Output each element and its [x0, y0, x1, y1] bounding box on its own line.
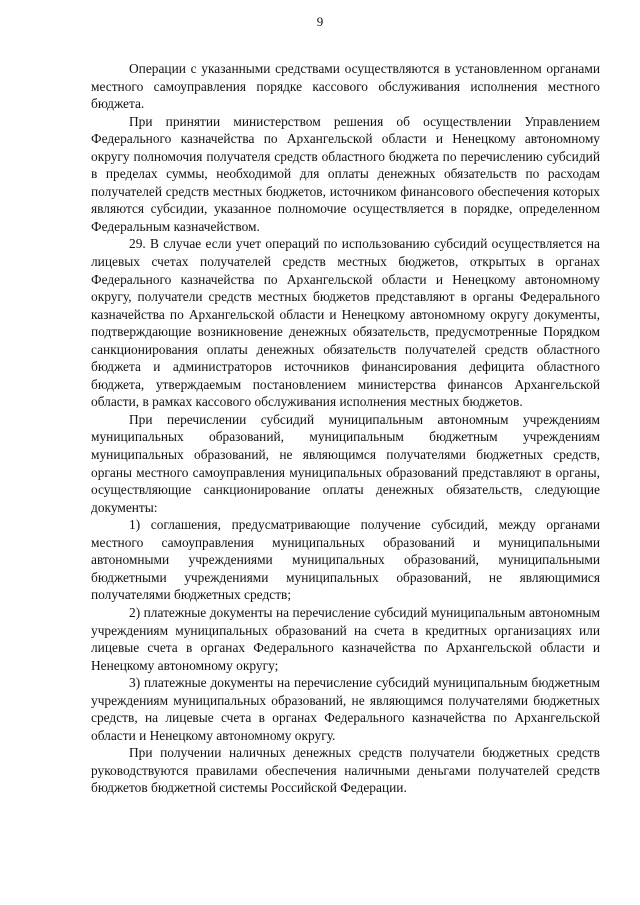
paragraph-operations: Операции с указанными средствами осуществляются в установленном органами местного самоуправления порядке кассового обслуживания исполнения местного бюджета. — [91, 61, 600, 112]
paragraph-treasury-authority: При принятии министерством решения об осуществлении Управлением Федерального казначейства по Архангельской области и Ненецкому автономному округу полномочия получателя средств областного бюджета по перечислению субсидий в пределах суммы, необходимой для оплаты денежных обязательств по расходам получателей средств местных бюджетов, источником финансового обеспечения которых являются субсидии, указанное полномочие осуществляется в порядке, определенном Федеральным казначейством. — [91, 113, 600, 234]
list-item-3-payment-documents: 3) платежные документы на перечисление субсидий муниципальным бюджетным учреждениям муниципальных образований, не являющимся получателями бюджетных средств, на лицевые счета в органах Федерального казначейства по Архангельской области и Ненецкому автономному округу. — [91, 675, 600, 743]
page-number: 9 — [316, 14, 324, 29]
document-body — [91, 60, 600, 797]
paragraph-cash-funds: При получении наличных денежных средств получатели бюджетных средств руководствуются правилами обеспечения наличными деньгами получателей средств бюджетов бюджетной системы Российской Федерации. — [91, 745, 600, 796]
list-item-1-agreements: 1) соглашения, предусматривающие получение субсидий, между органами местного самоуправления муниципальных образований и муниципальными автономными учреждениями муниципальных образований, муниципальными бюджетными учреждениями муниципальных образований, не являющимися получателями бюджетных средств; — [91, 517, 600, 603]
paragraph-subsidy-transfer: При перечислении субсидий муниципальным автономным учреждениям муниципальных образований, муниципальным бюджетным учреждениям муниципальных образований, не являющимся получателями бюджетных средств, органы местного самоуправления муниципальных образований представляют в органы, осуществляющие санкционирование оплаты денежных обязательств, следующие документы: — [91, 411, 600, 515]
list-item-2-payment-documents: 2) платежные документы на перечисление субсидий муниципальным автономным учреждениям муниципальных образований на счета в кредитных организациях или лицевые счета в органах Федерального казначейства по Архангельской области и Ненецкому автономному округу; — [91, 604, 600, 673]
paragraph-29: 29. В случае если учет операций по использованию субсидий осуществляется на лицевых счетах получателей средств местных бюджетов, открытых в органах Федерального казначейства по Архангельской области и Ненецкому автономному округу, получатели средств местных бюджетов представляют в органы Федерального казначейства по Архангельской области и Ненецкому автономному округу документы, подтверждающие возникновение денежных обязательств, предусмотренные Порядком санкционирования оплаты денежных обязательств получателей средств областного бюджета и администраторов источников финансирования дефицита областного бюджета, утверждаемым постановлением министерства финансов Архангельской области, в рамках кассового обслуживания исполнения местных бюджетов. — [91, 236, 600, 410]
